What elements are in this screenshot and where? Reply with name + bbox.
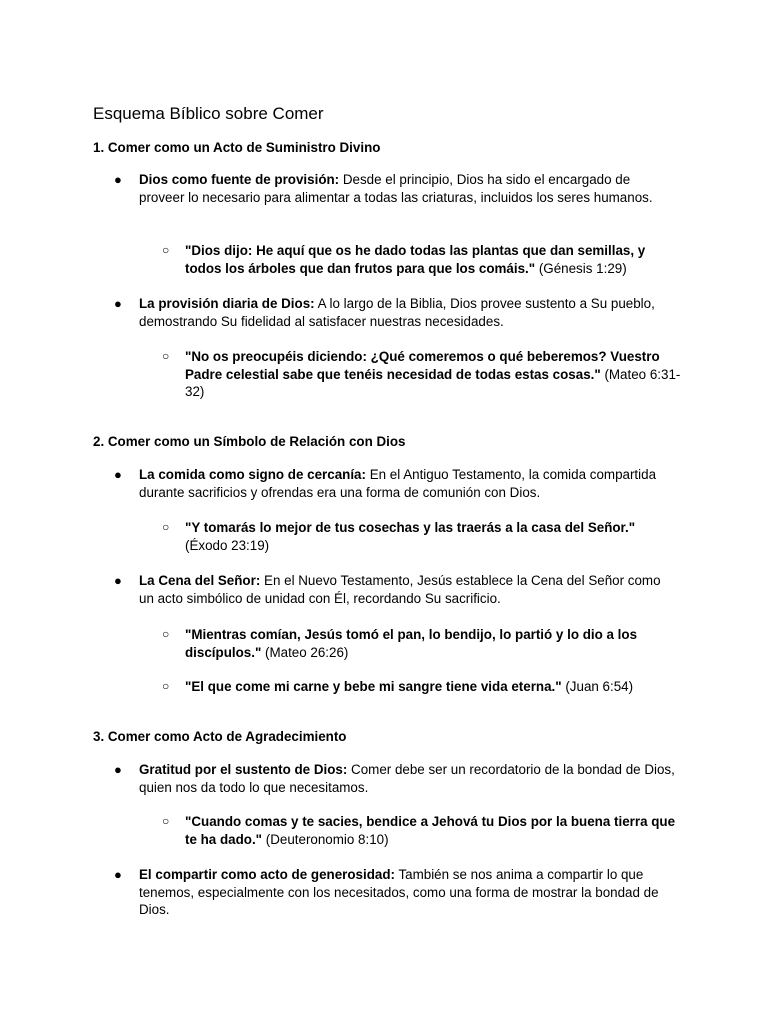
bullet-item bbox=[114, 761, 679, 796]
document-title: Esquema Bíblico sobre Comer bbox=[93, 104, 324, 123]
sub-bullet-item bbox=[162, 348, 681, 401]
circle-bullet-icon: ○ bbox=[162, 627, 170, 641]
bullet-text: Desde el principio, Dios ha sido el encargado de proveer lo necesario para alimentar a todas las criaturas, incluidos los seres humanos. bbox=[139, 172, 653, 205]
scripture-reference: (Deuteronomio 8:10) bbox=[262, 831, 389, 847]
bullet-lead: La Cena del Señor: bbox=[139, 573, 261, 588]
bullet-text: En el Nuevo Testamento, Jesús establece la Cena del Señor como un acto simbólico de unidad con Él, recordando Su sacrificio. bbox=[139, 573, 661, 606]
section-heading: 2. Comer como un Símbolo de Relación con Dios bbox=[93, 434, 406, 449]
bullet-icon: ● bbox=[114, 467, 122, 482]
circle-bullet-icon: ○ bbox=[162, 349, 170, 363]
sub-bullet-item bbox=[162, 242, 681, 277]
scripture-quote: "Dios dijo: He aquí que os he dado todas las plantas que dan semillas, y todos los árboles que dan frutos para que los comáis." bbox=[185, 243, 646, 276]
sub-bullet-item bbox=[162, 813, 681, 848]
sub-bullet-item bbox=[162, 678, 681, 696]
bullet-lead: La provisión diaria de Dios: bbox=[139, 296, 315, 311]
scripture-quote: "Mientras comían, Jesús tomó el pan, lo bendijo, lo partió y lo dio a los discípulos." bbox=[185, 627, 638, 660]
bullet-text: También se nos anima a compartir lo que tenemos, especialmente con los necesitados, como una forma de mostrar la bondad de Dios. bbox=[139, 867, 659, 918]
scripture-reference: (Juan 6:54) bbox=[561, 679, 634, 694]
bullet-item bbox=[114, 466, 679, 501]
scripture-reference: (Éxodo 23:19) bbox=[185, 537, 270, 553]
circle-bullet-icon: ○ bbox=[162, 814, 170, 828]
sub-bullet-item bbox=[162, 519, 681, 554]
bullet-icon: ● bbox=[114, 172, 122, 187]
scripture-quote: "Y tomarás lo mejor de tus cosechas y las traerás a la casa del Señor." bbox=[185, 520, 636, 535]
circle-bullet-icon: ○ bbox=[162, 243, 170, 257]
bullet-icon: ● bbox=[114, 867, 122, 882]
section-heading: 1. Comer como un Acto de Suministro Divino bbox=[93, 140, 381, 155]
bullet-lead: Dios como fuente de provisión: bbox=[139, 172, 340, 187]
scripture-reference: (Mateo 6:31-32) bbox=[185, 366, 681, 400]
section-heading: 3. Comer como Acto de Agradecimiento bbox=[93, 729, 347, 744]
scripture-quote: "El que come mi carne y bebe mi sangre tiene vida eterna." bbox=[185, 679, 562, 694]
bullet-icon: ● bbox=[114, 296, 122, 311]
bullet-text: Comer debe ser un recordatorio de la bondad de Dios, quien nos da todo lo que necesitamos. bbox=[139, 762, 675, 795]
scripture-reference: (Génesis 1:29) bbox=[535, 260, 627, 276]
bullet-text: A lo largo de la Biblia, Dios provee sustento a Su pueblo, demostrando Su fidelidad al satisfacer nuestras necesidades. bbox=[139, 296, 655, 329]
scripture-quote: "Cuando comas y te sacies, bendice a Jehová tu Dios por la buena tierra que te ha dado." bbox=[185, 814, 676, 847]
bullet-item bbox=[114, 171, 679, 206]
bullet-item bbox=[114, 866, 679, 919]
bullet-lead: La comida como signo de cercanía: bbox=[139, 467, 366, 482]
bullet-lead: El compartir como acto de generosidad: bbox=[139, 867, 395, 882]
bullet-icon: ● bbox=[114, 573, 122, 588]
bullet-lead: Gratitud por el sustento de Dios: bbox=[139, 762, 348, 777]
scripture-quote: "No os preocupéis diciendo: ¿Qué comeremos o qué beberemos? Vuestro Padre celestial sabe que tenéis necesidad de todas estas cosas." bbox=[185, 349, 660, 382]
bullet-item bbox=[114, 295, 679, 330]
scripture-reference: (Mateo 26:26) bbox=[261, 644, 349, 660]
circle-bullet-icon: ○ bbox=[162, 520, 170, 534]
bullet-item bbox=[114, 572, 679, 607]
sub-bullet-item bbox=[162, 626, 681, 661]
bullet-text: En el Antiguo Testamento, la comida compartida durante sacrificios y ofrendas era una forma de comunión con Dios. bbox=[139, 467, 657, 500]
bullet-icon: ● bbox=[114, 762, 122, 777]
circle-bullet-icon: ○ bbox=[162, 679, 170, 693]
